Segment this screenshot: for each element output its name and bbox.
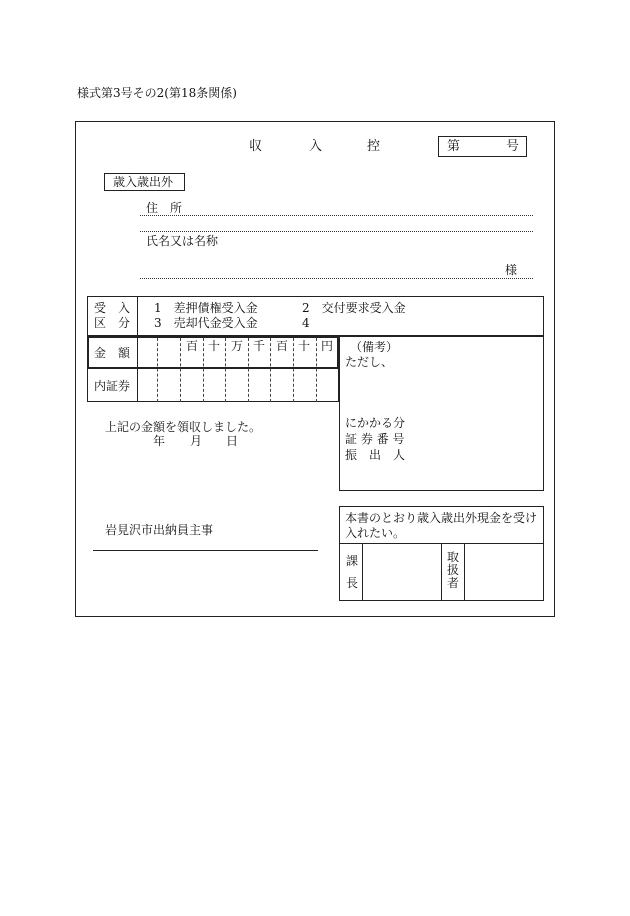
request-line-1: 本書のとおり歳入歳出外現金を受け	[345, 511, 538, 525]
digit-label: 円	[321, 339, 334, 353]
toriatsukai-left-divider	[441, 543, 442, 601]
request-line-2: 入れたい。	[345, 526, 406, 540]
classification-opt-4: 4	[302, 316, 310, 330]
name-label: 氏名又は名称	[146, 234, 219, 248]
kacho-char-1: 課	[346, 554, 359, 568]
remarks-shoken: 証 券 番 号	[345, 432, 405, 446]
digit-label: 十	[298, 339, 311, 353]
classification-opt-3: 3 売却代金受入金	[154, 316, 258, 330]
classification-label-2: 区 分	[94, 316, 131, 330]
remarks-kakaru: にかかる分	[345, 416, 406, 430]
remarks-title: （備考）	[350, 340, 399, 354]
digit-label: 百	[186, 339, 199, 353]
category-label: 歳入歳出外	[113, 175, 174, 189]
voucher-label: 内証券	[94, 379, 131, 393]
amount-label: 金 額	[94, 346, 131, 360]
honorific: 様	[505, 263, 518, 277]
digit-label: 百	[276, 339, 289, 353]
digit-label: 十	[208, 339, 221, 353]
form-id: 様式第3号その2(第18条関係)	[77, 86, 237, 100]
number-go: 号	[506, 139, 520, 154]
digit-divider	[270, 338, 271, 402]
remarks-furidashi: 振 出 人	[345, 448, 406, 462]
date-month: 月	[190, 434, 203, 448]
classification-opt-1: 1 差押債権受入金	[154, 301, 258, 315]
kacho-char-2: 長	[346, 576, 359, 590]
cashier-label: 岩見沢市出納員主事	[105, 523, 214, 537]
date-day: 日	[226, 434, 239, 448]
digit-divider	[203, 338, 204, 402]
classification-divider	[137, 296, 138, 336]
toriatsukai-right-divider	[464, 543, 465, 601]
date-year: 年	[153, 434, 166, 448]
title-char-3: 控	[367, 139, 381, 154]
title-char-1: 収	[249, 139, 263, 154]
address-label: 住 所	[146, 201, 183, 215]
digit-label: 万	[231, 339, 244, 353]
digit-divider	[157, 338, 158, 402]
address-line	[140, 215, 533, 216]
digit-divider	[248, 338, 249, 402]
digit-divider	[225, 338, 226, 402]
classification-opt-2: 2 交付要求受入金	[302, 301, 406, 315]
remarks-tadashi: ただし、	[345, 355, 394, 369]
kacho-divider	[362, 543, 363, 601]
classification-label-1: 受 入	[94, 301, 131, 315]
toriatsukai-label: 取扱者	[447, 550, 460, 590]
digit-label: 千	[253, 339, 266, 353]
digit-divider	[180, 338, 181, 402]
digit-divider	[316, 338, 317, 402]
amount-label-divider	[137, 336, 138, 402]
address-line-2	[140, 231, 533, 232]
name-line	[140, 278, 533, 279]
digit-divider	[293, 338, 294, 402]
number-dai: 第	[447, 139, 461, 154]
cashier-signature-line	[93, 550, 318, 551]
title-char-2: 入	[309, 139, 323, 154]
receipt-text: 上記の金額を領収しました。	[105, 420, 262, 434]
